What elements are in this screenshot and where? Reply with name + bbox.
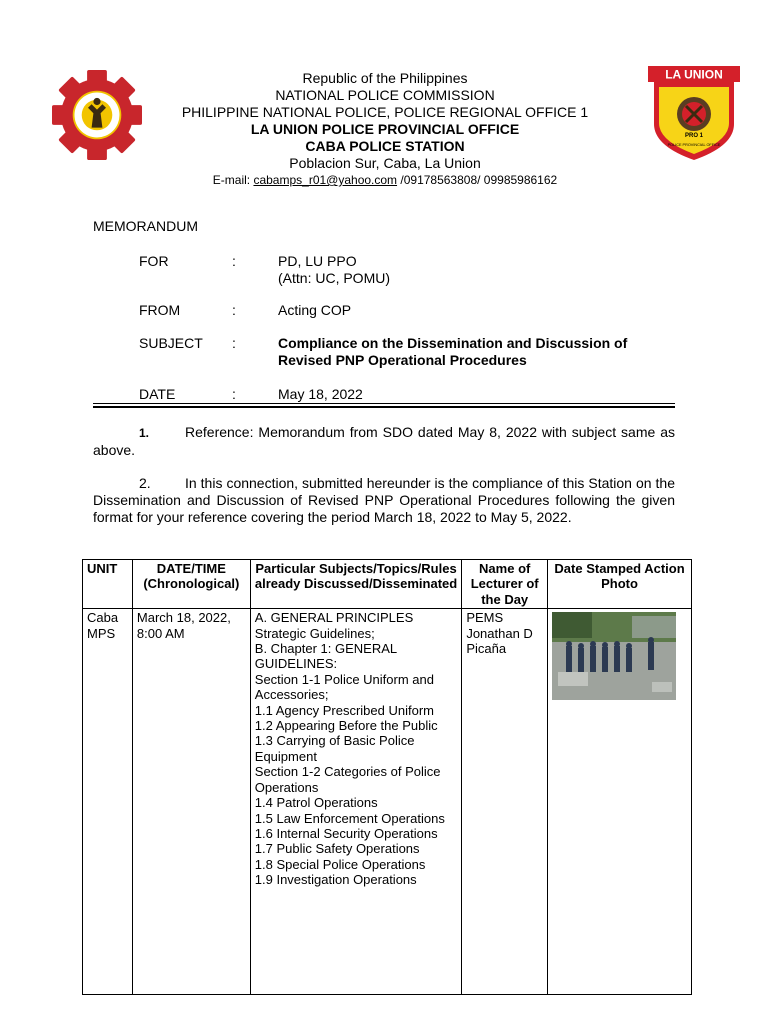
paragraph-2-text: In this connection, submitted hereunder is the compliance of this Station on the Dissemination and Discussion of Revised PNP Operational Procedures following the given format for your reference covering the period March 18, 2022 to May 5, 2022. [93, 475, 675, 525]
date-colon: : [232, 386, 236, 402]
header-divider-thin [93, 403, 675, 404]
cell-datetime: March 18, 2022, 8:00 AM [132, 609, 250, 995]
letterhead-line-napolcom: NATIONAL POLICE COMMISSION [275, 87, 495, 103]
la-union-ppo-shield-logo [648, 66, 740, 162]
for-colon: : [232, 253, 236, 269]
email-link[interactable]: cabamps_r01@yahoo.com [253, 173, 398, 187]
subject-item: 1.8 Special Police Operations [254, 856, 426, 872]
subject-item: 1.9 Investigation Operations [254, 872, 417, 888]
date-value: May 18, 2022 [278, 386, 363, 402]
subject-item: B. Chapter 1: GENERAL GUIDELINES: [254, 641, 401, 672]
subject-colon: : [232, 335, 236, 351]
from-colon: : [232, 302, 236, 318]
paragraph-2 [93, 475, 675, 526]
table-row [83, 609, 692, 995]
subject-item: 1.4 Patrol Operations [254, 795, 378, 811]
header-lecturer: Name of Lecturer of the Day [462, 560, 548, 609]
header-unit: UNIT [83, 560, 133, 609]
subject-item: Section 1-2 Categories of Police Operations [254, 764, 445, 795]
letterhead-line-republic: Republic of the Philippines [302, 70, 468, 86]
letterhead-contact [150, 172, 620, 188]
paragraph-2-number: 2. [139, 475, 151, 491]
cell-lecturer: PEMS Jonathan D Picaña [462, 609, 548, 995]
subject-item: 1.1 Agency Prescribed Uniform [254, 702, 434, 718]
subject-item: Strategic Guidelines; [254, 625, 375, 641]
subject-line-2: Revised PNP Operational Procedures [278, 352, 527, 368]
letterhead-line-lu-ppo: LA UNION POLICE PROVINCIAL OFFICE [250, 121, 520, 137]
header-datetime: DATE/TIME (Chronological) [132, 560, 250, 609]
for-attention: (Attn: UC, POMU) [278, 270, 391, 286]
subject-item: A. GENERAL PRINCIPLES [254, 610, 414, 626]
paragraph-1 [93, 424, 675, 459]
letterhead-line-address: Poblacion Sur, Caba, La Union [289, 155, 481, 171]
from-label: FROM [139, 302, 181, 318]
ppo-label: POLICE PROVINCIAL OFFICE [667, 143, 721, 147]
subject-label: SUBJECT [139, 335, 203, 351]
subject-line-1: Compliance on the Dissemination and Discussion of [278, 335, 628, 351]
subject-value [278, 335, 678, 369]
table-header-row [83, 560, 692, 609]
la-union-label: LA UNION [665, 67, 723, 82]
from-value: Acting COP [278, 302, 352, 318]
pro1-label: PRO 1 [684, 133, 704, 139]
header-subjects: Particular Subjects/Topics/Rules already Discussed/Disseminated [250, 560, 462, 609]
compliance-table [82, 559, 692, 995]
cell-subjects [250, 609, 462, 995]
letterhead-line-station: CABA POLICE STATION [305, 138, 465, 154]
cell-unit: Caba MPS [83, 609, 133, 995]
phone-numbers: /09178563808/ 09985986162 [397, 173, 558, 187]
letterhead [150, 70, 620, 188]
date-label: DATE [139, 386, 176, 402]
pnp-seal-logo [52, 70, 142, 160]
subject-item: 1.3 Carrying of Basic Police Equipment [254, 733, 419, 764]
email-label: E-mail: [212, 173, 254, 187]
for-value [278, 253, 678, 287]
header-photo: Date Stamped Action Photo [548, 560, 692, 609]
cell-photo [548, 609, 692, 995]
subject-item: 1.6 Internal Security Operations [254, 825, 438, 841]
paragraph-1-number: 1. [139, 426, 150, 440]
subject-item: Section 1-1 Police Uniform and Accessories; [254, 671, 437, 703]
header-divider-thick [93, 406, 675, 408]
subject-item: 1.7 Public Safety Operations [254, 841, 420, 857]
memo-title: MEMORANDUM [93, 218, 198, 234]
subject-item: 1.5 Law Enforcement Operations [254, 810, 445, 826]
for-label: FOR [139, 253, 169, 269]
subject-item: 1.2 Appearing Before the Public [254, 718, 438, 734]
letterhead-line-pnp-pro1: PHILIPPINE NATIONAL POLICE, POLICE REGIONAL OFFICE 1 [181, 104, 589, 120]
for-recipient: PD, LU PPO [278, 253, 357, 269]
action-photo [552, 612, 676, 700]
paragraph-1-text: Reference: Memorandum from SDO dated May 8, 2022 with subject same as above. [93, 424, 675, 458]
